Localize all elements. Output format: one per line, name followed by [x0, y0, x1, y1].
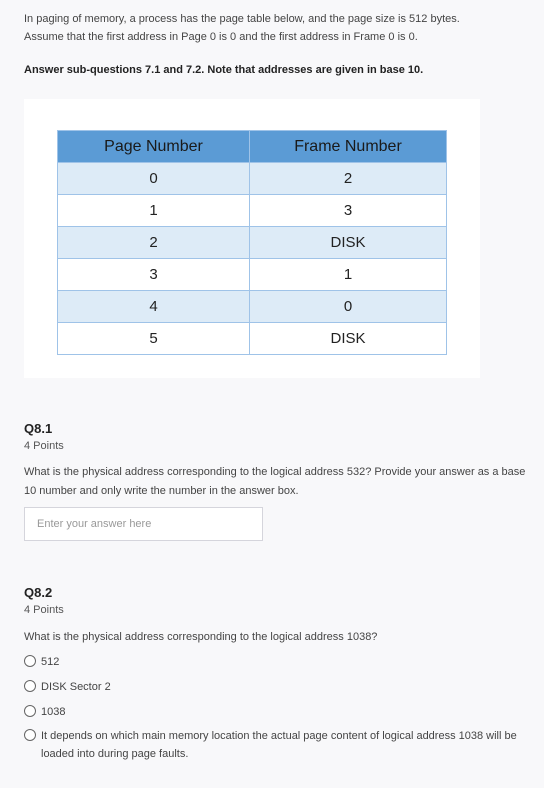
intro-text — [24, 10, 524, 46]
frame-number-header: Frame Number — [250, 131, 447, 163]
frame-cell: 2 — [250, 163, 447, 195]
page-cell: 1 — [58, 195, 250, 227]
q1-question-text: What is the physical address corresponding to the logical address 532? Provide your answer as a base 10 number and only write the number in the answer box. — [24, 466, 526, 497]
page-table — [57, 130, 447, 355]
frame-cell: 0 — [250, 291, 447, 323]
page-cell: 2 — [58, 227, 250, 259]
table-row — [58, 195, 447, 227]
option-label: 1038 — [41, 706, 66, 718]
frame-cell: DISK — [250, 323, 447, 355]
page-cell: 3 — [58, 259, 250, 291]
page-table-image — [24, 99, 480, 378]
table-row — [58, 259, 447, 291]
q2-points: 4 Points — [24, 604, 64, 616]
radio-button[interactable] — [24, 680, 36, 692]
q2-option-1[interactable] — [24, 653, 529, 671]
frame-cell: 1 — [250, 259, 447, 291]
intro-instruction: Answer sub-questions 7.1 and 7.2. Note that addresses are given in base 10. — [24, 64, 424, 76]
frame-cell: 3 — [250, 195, 447, 227]
q1-answer-input[interactable] — [24, 507, 263, 541]
radio-button[interactable] — [24, 729, 36, 741]
page-cell: 4 — [58, 291, 250, 323]
page-number-header: Page Number — [58, 131, 250, 163]
table-row — [58, 291, 447, 323]
table-row — [58, 323, 447, 355]
q1-points: 4 Points — [24, 440, 64, 452]
q2-option-3[interactable] — [24, 703, 529, 721]
q2-title: Q8.2 — [24, 585, 53, 600]
table-row — [58, 227, 447, 259]
radio-button[interactable] — [24, 705, 36, 717]
option-label: It depends on which main memory location the actual page content of logical address 1038 will be loaded into during page faults. — [41, 730, 517, 760]
q2-option-4[interactable] — [24, 727, 529, 763]
option-label: 512 — [41, 656, 60, 668]
page-cell: 0 — [58, 163, 250, 195]
frame-cell: DISK — [250, 227, 447, 259]
q2-option-2[interactable] — [24, 678, 529, 696]
q1-title: Q8.1 — [24, 421, 53, 436]
option-label: DISK Sector 2 — [41, 681, 111, 693]
radio-button[interactable] — [24, 655, 36, 667]
table-row — [58, 163, 447, 195]
intro-line-2: Assume that the first address in Page 0 is 0 and the first address in Frame 0 is 0. — [24, 31, 418, 43]
intro-line-1: In paging of memory, a process has the page table below, and the page size is 512 bytes. — [24, 13, 460, 25]
q2-question-text: What is the physical address corresponding to the logical address 1038? — [24, 631, 378, 643]
page-cell: 5 — [58, 323, 250, 355]
